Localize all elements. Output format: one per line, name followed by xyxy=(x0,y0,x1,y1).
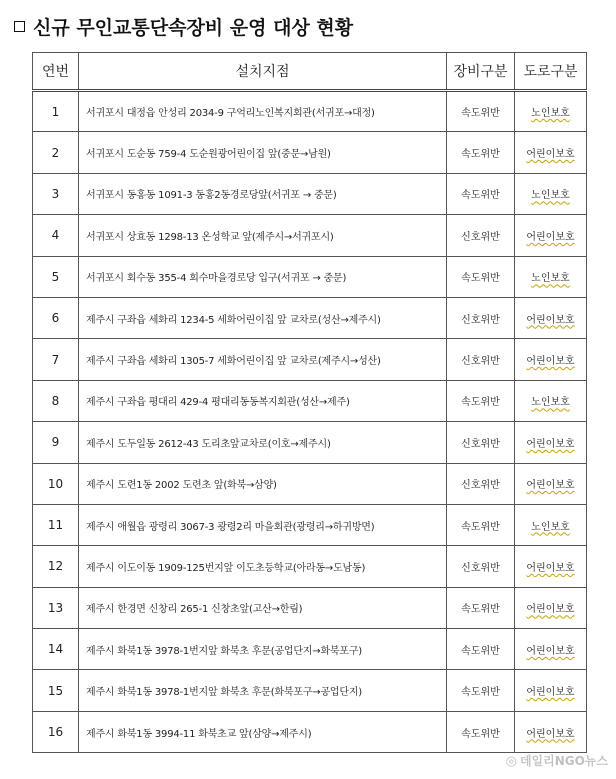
table-row xyxy=(33,132,587,173)
cell-equipment: 속도위반 xyxy=(447,91,515,132)
cell-equipment: 신호위반 xyxy=(447,546,515,587)
cell-road xyxy=(515,422,587,463)
cell-location: 제주시 이도이동 1909-125번지앞 이도초등학교(아라동→도남동) xyxy=(79,546,447,587)
cell-road xyxy=(515,504,587,545)
cell-equipment: 속도위반 xyxy=(447,173,515,214)
header-equipment: 장비구분 xyxy=(447,53,515,91)
road-type-text: 어린이보호 xyxy=(526,356,575,368)
road-type-text: 어린이보호 xyxy=(526,728,575,740)
cell-location: 제주시 화북1동 3978-1번지앞 화북초 후문(화북포구→공업단지) xyxy=(79,670,447,711)
road-type-text: 어린이보호 xyxy=(526,480,575,492)
cell-no: 1 xyxy=(33,91,79,132)
cell-road xyxy=(515,670,587,711)
cell-location: 제주시 구좌읍 평대리 429-4 평대리동동복지회관(성산→제주) xyxy=(79,380,447,421)
cell-location: 제주시 화북1동 3994-11 화북초교 앞(삼양→제주시) xyxy=(79,711,447,752)
cell-equipment: 신호위반 xyxy=(447,463,515,504)
cell-no: 15 xyxy=(33,670,79,711)
road-type-text: 어린이보호 xyxy=(526,604,575,616)
road-type-text: 어린이보호 xyxy=(526,438,575,450)
cell-equipment: 속도위반 xyxy=(447,504,515,545)
cell-no: 4 xyxy=(33,215,79,256)
cell-location: 제주시 구좌읍 세화리 1305-7 세화어린이집 앞 교차로(제주시→성산) xyxy=(79,339,447,380)
cell-road xyxy=(515,297,587,338)
table-row xyxy=(33,504,587,545)
cell-location: 서귀포시 대정읍 안성리 2034-9 구억리노인복지회관(서귀포→대정) xyxy=(79,91,447,132)
header-road: 도로구분 xyxy=(515,53,587,91)
table-header-row xyxy=(33,53,587,91)
page-title-text: 신규 무인교통단속장비 운영 대상 현황 xyxy=(33,16,354,39)
road-type-text: 노인보호 xyxy=(531,273,570,285)
table-row xyxy=(33,670,587,711)
cell-no: 3 xyxy=(33,173,79,214)
cell-location: 서귀포시 상효동 1298-13 온성학교 앞(제주시→서귀포시) xyxy=(79,215,447,256)
road-type-text: 노인보호 xyxy=(531,108,570,120)
cell-equipment: 속도위반 xyxy=(447,380,515,421)
cell-no: 11 xyxy=(33,504,79,545)
cell-location: 제주시 한경면 신창리 265-1 신창초앞(고산→한림) xyxy=(79,587,447,628)
cell-no: 14 xyxy=(33,629,79,670)
table-row xyxy=(33,629,587,670)
table-row xyxy=(33,422,587,463)
cell-equipment: 속도위반 xyxy=(447,711,515,752)
cell-equipment: 속도위반 xyxy=(447,132,515,173)
table-row xyxy=(33,546,587,587)
cell-road xyxy=(515,711,587,752)
table-row xyxy=(33,215,587,256)
watermark-text: 데일리NGO뉴스 xyxy=(519,754,608,768)
ngo-logo-icon: ◎ xyxy=(505,754,517,769)
cell-no: 7 xyxy=(33,339,79,380)
cell-no: 5 xyxy=(33,256,79,297)
table-row xyxy=(33,711,587,752)
table-body xyxy=(33,91,587,753)
cell-location: 제주시 도두일동 2612-43 도리초앞교차로(이호→제주시) xyxy=(79,422,447,463)
cell-road xyxy=(515,587,587,628)
road-type-text: 어린이보호 xyxy=(526,645,575,657)
table-row xyxy=(33,463,587,504)
cell-equipment: 속도위반 xyxy=(447,256,515,297)
cell-road xyxy=(515,463,587,504)
cell-road xyxy=(515,132,587,173)
cell-road xyxy=(515,380,587,421)
cell-equipment: 신호위반 xyxy=(447,339,515,380)
cell-equipment: 속도위반 xyxy=(447,587,515,628)
cell-equipment: 신호위반 xyxy=(447,297,515,338)
cell-no: 6 xyxy=(33,297,79,338)
cell-no: 16 xyxy=(33,711,79,752)
cell-location: 제주시 구좌읍 세화리 1234-5 세화어린이집 앞 교차로(성산→제주시) xyxy=(79,297,447,338)
watermark xyxy=(506,752,608,769)
table-row xyxy=(33,297,587,338)
page-title xyxy=(14,12,353,40)
cell-location: 서귀포시 회수동 355-4 회수마을경로당 입구(서귀포 → 중문) xyxy=(79,256,447,297)
cell-road xyxy=(515,546,587,587)
cell-equipment: 속도위반 xyxy=(447,670,515,711)
table-row xyxy=(33,173,587,214)
road-type-text: 어린이보호 xyxy=(526,314,575,326)
enforcement-table xyxy=(32,52,587,753)
cell-road xyxy=(515,256,587,297)
square-bullet-icon xyxy=(14,21,25,32)
cell-no: 12 xyxy=(33,546,79,587)
cell-equipment: 신호위반 xyxy=(447,215,515,256)
header-location: 설치지점 xyxy=(79,53,447,91)
table-row xyxy=(33,380,587,421)
cell-no: 8 xyxy=(33,380,79,421)
road-type-text: 어린이보호 xyxy=(526,687,575,699)
cell-equipment: 신호위반 xyxy=(447,422,515,463)
cell-road xyxy=(515,339,587,380)
cell-road xyxy=(515,215,587,256)
cell-road xyxy=(515,629,587,670)
cell-location: 제주시 애월읍 광령리 3067-3 광령2리 마을회관(광령리→하귀방면) xyxy=(79,504,447,545)
cell-no: 2 xyxy=(33,132,79,173)
cell-no: 10 xyxy=(33,463,79,504)
cell-road xyxy=(515,173,587,214)
header-no: 연번 xyxy=(33,53,79,91)
table-row xyxy=(33,256,587,297)
cell-location: 서귀포시 도순동 759-4 도순원광어린이집 앞(중문→남원) xyxy=(79,132,447,173)
table-row xyxy=(33,339,587,380)
road-type-text: 노인보호 xyxy=(531,190,570,202)
road-type-text: 노인보호 xyxy=(531,521,570,533)
cell-location: 서귀포시 동홍동 1091-3 동홍2동경로당앞(서귀포 → 중문) xyxy=(79,173,447,214)
road-type-text: 어린이보호 xyxy=(526,562,575,574)
road-type-text: 어린이보호 xyxy=(526,231,575,243)
cell-equipment: 속도위반 xyxy=(447,629,515,670)
cell-no: 13 xyxy=(33,587,79,628)
table-row xyxy=(33,587,587,628)
cell-location: 제주시 도련1동 2002 도련초 앞(화북→삼양) xyxy=(79,463,447,504)
road-type-text: 노인보호 xyxy=(531,397,570,409)
cell-road xyxy=(515,91,587,132)
cell-no: 9 xyxy=(33,422,79,463)
road-type-text: 어린이보호 xyxy=(526,149,575,161)
table-row xyxy=(33,91,587,132)
cell-location: 제주시 화북1동 3978-1번지앞 화북초 후문(공업단지→화북포구) xyxy=(79,629,447,670)
